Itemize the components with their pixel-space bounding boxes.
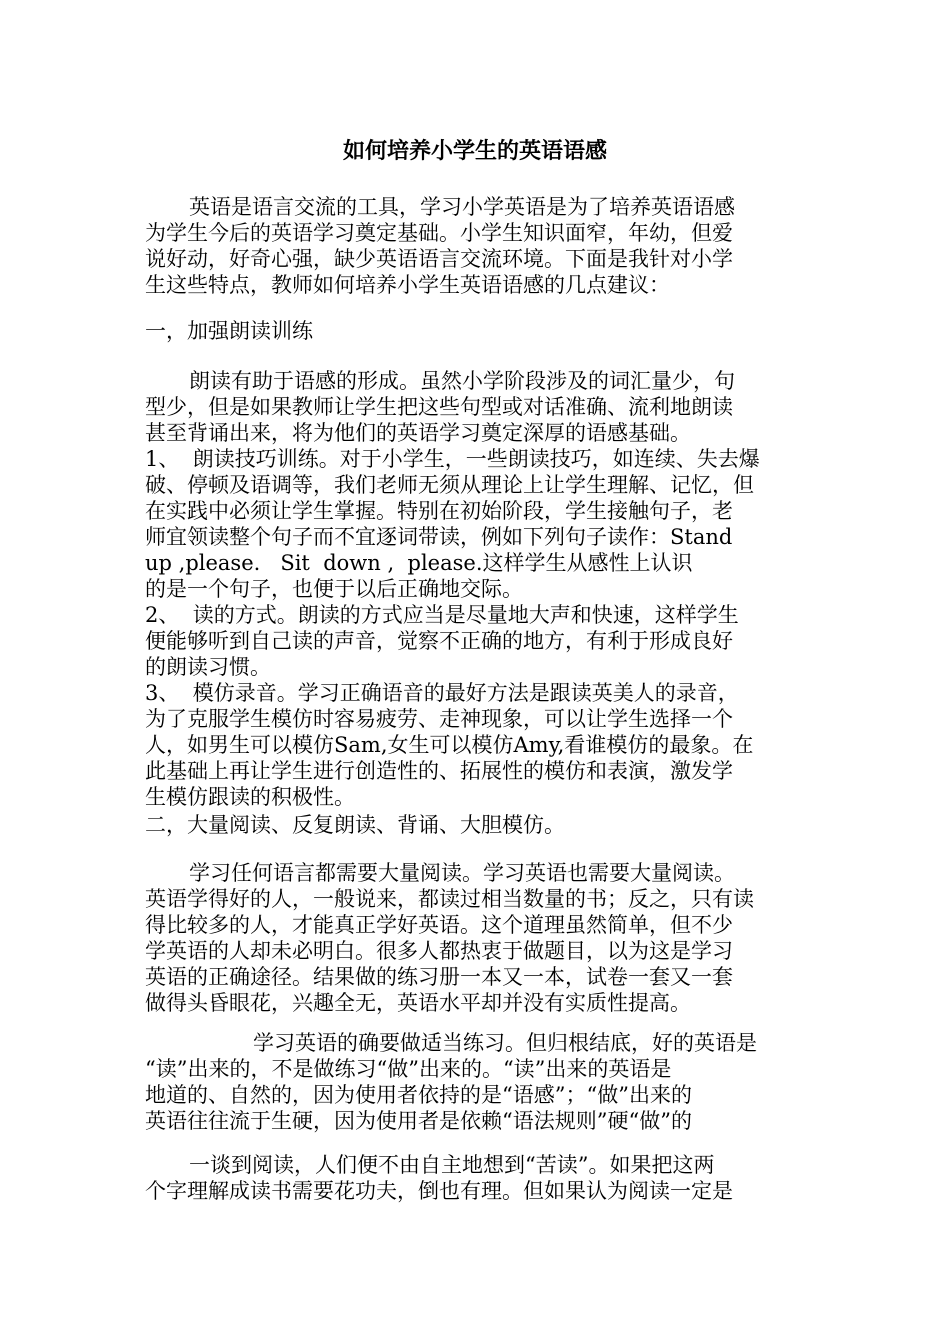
text-line: 英语的正确途径。结果做的练习册一本又一本，试卷一套又一套: [145, 965, 733, 989]
bitter-reading-paragraph: [145, 1152, 805, 1204]
text-line: 在实践中必须让学生掌握。特别在初始阶段，学生接触句子，老: [145, 499, 733, 523]
section-heading-1: [145, 318, 805, 344]
text-line: 的是一个句子，也便于以后正确地交际。: [145, 577, 523, 601]
text-line: 为了克服学生模仿时容易疲劳、走神现象，可以让学生选择一个: [145, 707, 733, 731]
text-line: 的朗读习惯。: [145, 655, 271, 679]
text-line: up ,please. Sit down , please.这样学生从感性上认识: [145, 551, 693, 575]
heading-text: 一，加强朗读训练: [145, 319, 313, 343]
text-line: 一谈到阅读，人们便不由自主地想到“苦读”。如果把这两: [189, 1153, 715, 1177]
text-line: 生这些特点，教师如何培养小学生英语语感的几点建议：: [145, 273, 670, 297]
text-line: 学习任何语言都需要大量阅读。学习英语也需要大量阅读。: [189, 861, 735, 885]
list-item-1: 1、 朗读技巧训练。对于小学生，一些朗读技巧，如连续、失去爆: [145, 447, 760, 471]
text-line: “读”出来的，不是做练习“做”出来的。“读”出来的英语是: [145, 1057, 672, 1081]
text-line: 为学生今后的英语学习奠定基础。小学生知识面窄，年幼，但爱: [145, 221, 733, 245]
text-line: 破、停顿及语调等，我们老师无须从理论上让学生理解、记忆，但: [145, 473, 754, 497]
text-line: 此基础上再让学生进行创造性的、拓展性的模仿和表演，激发学: [145, 759, 733, 783]
text-line: 说好动，好奇心强，缺少英语语言交流环境。下面是我针对小学: [145, 247, 733, 271]
text-line: 英语往往流于生硬，因为使用者是依赖“语法规则”硬“做”的: [145, 1109, 692, 1133]
text-line: 朗读有助于语感的形成。虽然小学阶段涉及的词汇量少，句: [189, 369, 735, 393]
text-line: 英语是语言交流的工具，学习小学英语是为了培养英语语感: [189, 195, 735, 219]
text-line: 甚至背诵出来，将为他们的英语学习奠定深厚的语感基础。: [145, 421, 691, 445]
text-line: 师宜领读整个句子而不宜逐词带读，例如下列句子读作：Stand: [145, 525, 733, 549]
document-title: 如何培养小学生的英语语感: [342, 138, 607, 164]
text-line: 人，如男生可以模仿Sam,女生可以模仿Amy,看谁模仿的最象。在: [145, 733, 754, 757]
text-line: 便能够听到自己读的声音，觉察不正确的地方，有利于形成良好: [145, 629, 733, 653]
text-line: 学英语的人却未必明白。很多人都热衷于做题目，以为这是学习: [145, 939, 733, 963]
list-item-3: 3、 模仿录音。学习正确语音的最好方法是跟读英美人的录音，: [145, 681, 739, 705]
intro-paragraph: [145, 194, 805, 298]
text-line: 生模仿跟读的积极性。: [145, 785, 355, 809]
volume-paragraph: [145, 860, 805, 1016]
reading-paragraph: [145, 368, 805, 810]
text-line: 做得头昏眼花，兴趣全无，英语水平却并没有实质性提高。: [145, 991, 691, 1015]
text-line: 英语学得好的人，一般说来，都读过相当数量的书；反之，只有读: [145, 887, 754, 911]
section-heading-2: [145, 812, 805, 838]
text-line: 得比较多的人，才能真正学好英语。这个道理虽然简单，但不少: [145, 913, 733, 937]
text-line: 个字理解成读书需要花功夫，倒也有理。但如果认为阅读一定是: [145, 1179, 733, 1203]
text-line: 型少，但是如果教师让学生把这些句型或对话准确、流利地朗读: [145, 395, 733, 419]
list-item-2: 2、 读的方式。朗读的方式应当是尽量地大声和快速，这样学生: [145, 603, 739, 627]
text-line: 地道的、自然的，因为使用者依持的是“语感”；“做”出来的: [145, 1083, 692, 1107]
practice-paragraph: [145, 1030, 805, 1134]
heading-text: 二，大量阅读、反复朗读、背诵、大胆模仿。: [145, 813, 565, 837]
text-line: 学习英语的确要做适当练习。但归根结底，好的英语是: [253, 1031, 757, 1055]
